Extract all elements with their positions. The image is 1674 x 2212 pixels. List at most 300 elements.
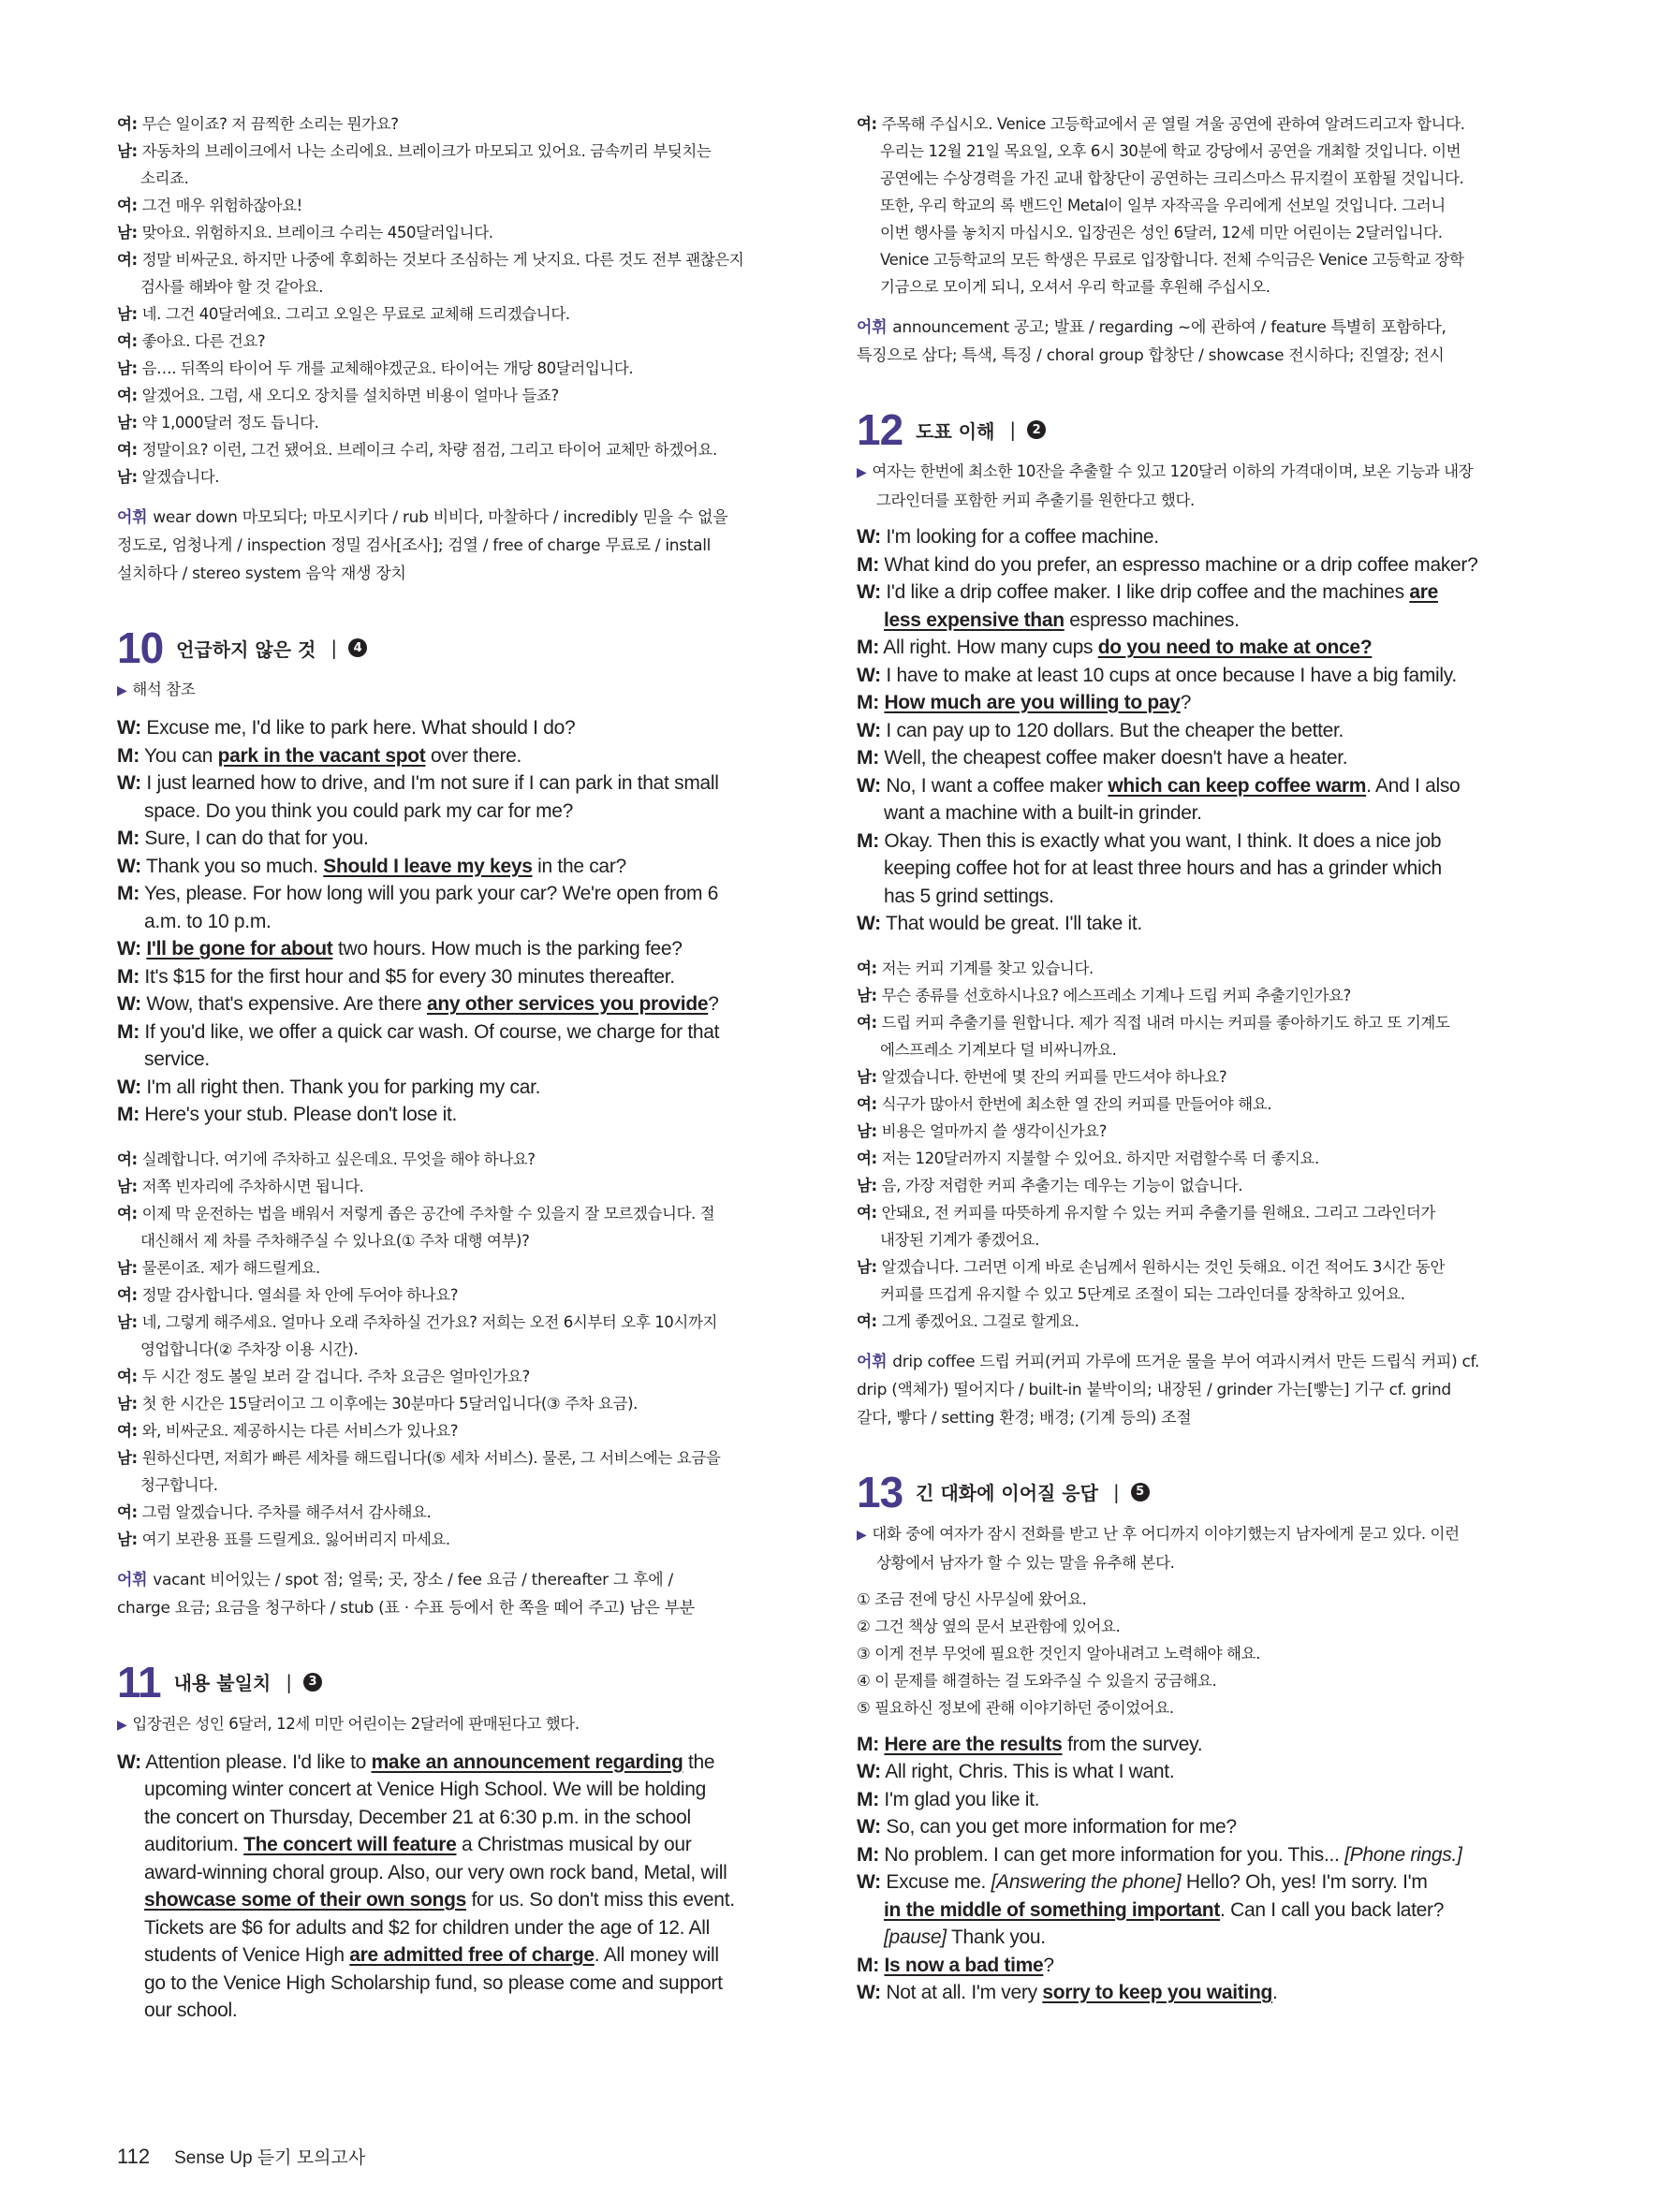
line-text: What kind do you prefer, an espresso machine or a drip coffee maker?: [878, 553, 1478, 576]
script-line: [857, 1731, 1523, 1759]
answer-blank: sorry to keep you waiting: [1042, 1982, 1273, 2003]
line-text: 정말 감사합니다. 열쇠를 차 안에 두어야 하나요?: [137, 1285, 459, 1304]
translation-line: [117, 436, 784, 463]
speaker-label: M:: [857, 1733, 879, 1755]
translation-line: [857, 982, 1523, 1009]
speaker-label: M:: [857, 637, 879, 658]
line-text: 무슨 일이죠? 저 끔찍한 소리는 뭔가요?: [137, 115, 399, 133]
line-text: 맞아요. 위험하지요. 브레이크 수리는 450달러입니다.: [137, 224, 493, 242]
line-text: 무슨 종류를 선호하시나요? 에스프레소 기계나 드립 커피 추출기인가요?: [876, 986, 1351, 1004]
translation-line: [857, 1145, 1523, 1172]
script-line: [117, 1074, 784, 1102]
speaker-label: W:: [117, 938, 141, 960]
translation-line: [117, 1282, 784, 1309]
vocab-line: announcement 공고; 발표 / regarding ~에 관하여 / feature 특별히 포함하다,: [892, 318, 1446, 337]
q10-vocab: [117, 1566, 784, 1622]
answer-badge: 3: [303, 1673, 322, 1692]
answer-blank: are: [1409, 581, 1438, 603]
script-line: [117, 1776, 784, 1804]
speaker-label: W:: [117, 1076, 141, 1098]
translation-line: [857, 1009, 1523, 1036]
q13-hint: [857, 1520, 1523, 1576]
speaker-label: 여:: [117, 1367, 138, 1385]
line-text: Thank you so much.: [140, 855, 324, 877]
vocab-line: 특징으로 삼다; 특색, 특징 / choral group 합창단 / showcase 전시하다; 진열장; 전시: [857, 346, 1445, 365]
speaker-label: 남:: [117, 142, 138, 160]
translation-line: [857, 1118, 1523, 1145]
q9-vocab: [117, 504, 784, 588]
line-text: .: [1272, 1982, 1278, 2003]
script-line: [857, 1897, 1523, 1925]
script-line: [117, 798, 784, 826]
vocab-line: drip coffee 드립 커피(커피 가루에 뜨거운 물을 부어 여과시켜서 만든 드립식 커피) cf.: [892, 1352, 1480, 1371]
script-line: [857, 717, 1523, 745]
translation-line: 영업합니다(② 주차장 이용 시간).: [140, 1340, 359, 1358]
translation-line: [117, 110, 784, 138]
line-text: our school.: [144, 2000, 238, 2021]
separator: |: [330, 637, 338, 659]
answer-badge: 5: [1131, 1483, 1150, 1502]
separator: |: [1112, 1480, 1120, 1503]
choice-item: ⑤ 필요하신 정보에 관해 이야기하던 중이었어요.: [857, 1698, 1174, 1717]
line-text: a.m. to 10 p.m.: [144, 910, 272, 932]
speaker-label: 여:: [117, 441, 138, 459]
q10-korean-translation: [117, 1146, 784, 1553]
vocab-line: 설치하다 / stereo system 음악 재생 장치: [117, 564, 406, 583]
line-text: a Christmas musical by our: [456, 1834, 692, 1855]
speaker-label: W:: [857, 719, 881, 741]
line-text: I'd like a drip coffee maker. I like drip coffee and the machines: [880, 581, 1410, 603]
speaker-label: 여:: [857, 1203, 877, 1222]
translation-line: [117, 1499, 784, 1526]
vocab-label: 어휘: [117, 508, 148, 527]
script-line: [117, 935, 784, 963]
line-text: . And I also: [1366, 774, 1461, 797]
translation-line: [117, 355, 784, 382]
translation-line: [857, 1199, 1523, 1226]
speaker-label: M:: [857, 747, 879, 769]
speaker-label: W:: [117, 993, 141, 1015]
speaker-label: W:: [857, 581, 881, 603]
q13-header: [857, 1464, 1523, 1520]
line-text: 음…. 뒤쪽의 타이어 두 개를 교체해야겠군요. 타이어는 개당 80달러입니다.: [137, 359, 634, 377]
triangle-icon: ▶: [117, 1717, 127, 1733]
line-text: 주목해 주십시오. Venice 고등학교에서 곧 열릴 겨울 공연에 관하여 알려드리고자 합니다.: [876, 115, 1465, 133]
line-text: All right, Chris. This is what I want.: [880, 1761, 1175, 1782]
speaker-label: W:: [117, 855, 141, 877]
line-text: 원하신다면, 저희가 빠른 세차를 해드립니다(⑤ 세차 서비스). 물론, 그 서비스에는 요금을: [137, 1448, 721, 1467]
script-line: [117, 1859, 784, 1887]
script-line: [857, 1979, 1523, 2007]
translation-line: 청구합니다.: [140, 1475, 218, 1494]
translation-line: [857, 1091, 1523, 1118]
script-line: [857, 551, 1523, 579]
speaker-label: 여:: [857, 1013, 877, 1032]
question-number: 12: [857, 405, 903, 454]
answer-blank: are admitted free of charge: [349, 1944, 595, 1966]
speaker-label: 남:: [117, 1177, 138, 1195]
vocab-line: 정도로, 엄청나게 / inspection 정밀 검사[조사]; 검열 / free of charge 무료로 / install: [117, 536, 712, 555]
translation-line: 우리는 12월 21일 목요일, 오후 6시 30분에 학교 강당에서 공연을 개최할 것입니다. 이번: [880, 142, 1461, 160]
question-title: 내용 불일치: [173, 1672, 272, 1694]
speaker-label: W:: [117, 772, 141, 794]
translation-line: [857, 1063, 1523, 1091]
translation-line: 내장된 기계가 좋겠어요.: [880, 1230, 1039, 1249]
translation-line: [117, 1200, 784, 1227]
choice-item: ① 조금 전에 당신 사무실에 왔어요.: [857, 1589, 1087, 1608]
translation-line: 커피를 뜨겁게 유지할 수 있고 5단계로 조절이 되는 그라인더를 장착하고 있어요.: [880, 1284, 1405, 1303]
stage-direction: [pause]: [884, 1926, 947, 1948]
vocab-line: wear down 마모되다; 마모시키다 / rub 비비다, 마찰하다 / incredibly 믿을 수 없을: [153, 508, 728, 527]
speaker-label: W:: [857, 664, 881, 686]
translation-line: [117, 463, 784, 491]
answer-blank: Should I leave my keys: [323, 855, 533, 877]
line-text: All right. How many cups: [878, 637, 1098, 658]
speaker-label: 남:: [857, 986, 877, 1004]
question-title: 도표 이해: [916, 419, 995, 443]
vocab-label: 어휘: [117, 1570, 148, 1589]
line-text: No problem. I can get more information for you. This...: [878, 1843, 1345, 1866]
script-line: [117, 714, 784, 742]
answer-blank: less expensive than: [884, 608, 1065, 631]
translation-line: [117, 192, 784, 219]
choice-item: ③ 이게 전부 무엇에 필요한 것인지 알아내려고 노력해야 해요.: [857, 1644, 1260, 1663]
line-text: service.: [144, 1048, 210, 1070]
line-text: Hello? Oh, yes! I'm sorry. I'm: [1181, 1871, 1428, 1893]
translation-line: [117, 1146, 784, 1173]
script-line: [117, 1970, 784, 1998]
translation-line: [857, 1172, 1523, 1199]
script-line: [857, 634, 1523, 662]
speaker-label: M:: [117, 744, 140, 767]
translation-line: [117, 1309, 784, 1336]
script-line: [117, 1101, 784, 1129]
line-text: 저는 120달러까지 지불할 수 있어요. 하지만 저렴할수록 더 좋지요.: [876, 1149, 1319, 1167]
line-text: Yes, please. For how long will you park your car? We're open from 6: [139, 883, 719, 904]
line-text: award-winning choral group. Also, our very own rock band, Metal, will: [144, 1861, 727, 1883]
script-line: [857, 662, 1523, 690]
speaker-label: 남:: [117, 305, 138, 323]
line-text: 약 1,000달러 정도 듭니다.: [137, 414, 319, 432]
translation-line: 공연에는 수상경력을 가진 교내 합창단이 공연하는 크리스마스 뮤지컬이 포함될 것입니다.: [880, 169, 1464, 187]
vocab-line: vacant 비어있는 / spot 점; 얼룩; 곳, 장소 / fee 요금 / thereafter 그 후에 /: [153, 1570, 673, 1589]
line-text: Sure, I can do that for you.: [139, 828, 369, 849]
vocab-line: charge 요금; 요금을 청구하다 / stub (표 · 수표 등에서 한 쪽을 떼어 주고) 남은 부분: [117, 1598, 695, 1618]
choice-item: ② 그건 책상 옆의 문서 보관함에 있어요.: [857, 1617, 1121, 1635]
answer-blank: Here are the results: [884, 1733, 1063, 1755]
speaker-label: 여:: [857, 1149, 877, 1167]
line-text: for us. So don't miss this event.: [465, 1889, 735, 1911]
line-text: go to the Venice High Scholarship fund, so please come and support: [144, 1971, 723, 1994]
line-text: 첫 한 시간은 15달러이고 그 이후에는 30분마다 5달러입니다(③ 주차 요금).: [137, 1394, 639, 1413]
script-line: [857, 799, 1523, 828]
separator: |: [1009, 418, 1017, 441]
translation-line: [117, 1417, 784, 1444]
speaker-label: 남:: [117, 1530, 138, 1548]
translation-line: [117, 1526, 784, 1553]
translation-line: [857, 110, 1523, 138]
vocab-label: 어휘: [857, 318, 888, 337]
script-line: [117, 1018, 784, 1047]
line-text: You can: [139, 744, 218, 767]
script-line: [117, 963, 784, 991]
script-line: [117, 1914, 784, 1942]
speaker-label: 남:: [117, 468, 138, 486]
line-text: I'm glad you like it.: [878, 1788, 1040, 1810]
line-text: That would be great. I'll take it.: [880, 913, 1142, 934]
script-line: [857, 1841, 1523, 1869]
line-text: I can pay up to 120 dollars. But the cheaper the better.: [880, 719, 1344, 741]
q10-header: [117, 620, 784, 676]
speaker-label: 남:: [117, 1312, 138, 1331]
answer-blank: How much are you willing to pay: [884, 692, 1181, 713]
script-line: [117, 769, 784, 798]
triangle-icon: ▶: [857, 465, 867, 480]
translation-line: [117, 138, 784, 165]
translation-line: [117, 328, 784, 355]
line-text: 네, 그렇게 해주세요. 얼마나 오래 주차하실 건가요? 저희는 오전 6시부터 오후 10시까지: [137, 1312, 718, 1331]
script-line: [857, 1868, 1523, 1897]
line-text: Excuse me.: [880, 1871, 991, 1893]
answer-blank: park in the vacant spot: [217, 744, 426, 767]
triangle-icon: ▶: [857, 1527, 867, 1543]
script-line: [857, 1952, 1523, 1980]
line-text: So, can you get more information for me?: [880, 1816, 1237, 1838]
translation-line: 기금으로 모이게 되니, 오셔서 우리 학교를 후원해 주십시오.: [880, 278, 1270, 296]
speaker-label: 여:: [117, 332, 138, 350]
answer-blank: do you need to make at once?: [1097, 637, 1373, 658]
answer-badge: 4: [348, 638, 367, 657]
q12-header: [857, 402, 1523, 458]
script-line: [857, 1924, 1523, 1952]
q12-vocab: [857, 1348, 1523, 1432]
line-text: 그럼 알겠습니다. 주차를 해주셔서 감사해요.: [137, 1502, 432, 1521]
line-text: 이제 막 운전하는 법을 배워서 저렇게 좁은 공간에 주차할 수 있을지 잘 모르겠습니다. 절: [137, 1204, 715, 1223]
speaker-label: 남:: [857, 1067, 877, 1086]
q12-hint: [857, 458, 1523, 514]
translation-line: 대신해서 제 차를 주차해주실 수 있나요(① 주차 대행 여부)?: [140, 1231, 530, 1250]
answer-blank: which can keep coffee warm: [1108, 774, 1367, 797]
line-text: auditorium.: [144, 1834, 244, 1855]
translation-line: [117, 219, 784, 246]
speaker-label: 남:: [117, 1394, 138, 1413]
line-text: 물론이죠. 제가 해드릴게요.: [137, 1258, 320, 1277]
speaker-label: 여:: [117, 387, 138, 404]
line-text: 두 시간 정도 볼일 보러 갈 겁니다. 주차 요금은 얼마인가요?: [137, 1367, 530, 1385]
speaker-label: W:: [117, 1751, 141, 1773]
translation-line: 이번 행사를 놓치지 마십시오. 입장권은 성인 6달러, 12세 미만 어린이는 2달러입니다.: [880, 224, 1443, 242]
line-text: Attention please. I'd like to: [140, 1751, 372, 1773]
translation-line: [117, 382, 784, 409]
line-text: from the survey.: [1062, 1733, 1203, 1755]
q10-hint: [117, 676, 784, 705]
speaker-label: W:: [857, 1982, 881, 2003]
right-column: [857, 110, 1523, 2007]
line-text: I'm looking for a coffee machine.: [880, 526, 1159, 548]
speaker-label: 남:: [117, 1448, 138, 1467]
line-text: 그게 좋겠어요. 그걸로 할게요.: [876, 1311, 1079, 1330]
script-line: [117, 880, 784, 908]
line-text: has 5 grind settings.: [884, 885, 1054, 907]
translation-line: [117, 1444, 784, 1472]
script-line: [117, 1804, 784, 1832]
q12-korean-translation: [857, 955, 1523, 1335]
line-text: 알겠습니다.: [137, 468, 220, 486]
script-line: [117, 1941, 784, 1970]
line-text: It's $15 for the first hour and $5 for every 30 minutes thereafter.: [139, 965, 675, 988]
answer-blank: I'll be gone for about: [146, 938, 333, 960]
speaker-label: 남:: [117, 224, 138, 242]
line-text: Well, the cheapest coffee maker doesn't have a heater.: [878, 747, 1348, 769]
line-text: students of Venice High: [144, 1944, 350, 1966]
speaker-label: 남:: [857, 1121, 877, 1140]
speaker-label: M:: [117, 828, 140, 849]
script-line: [857, 772, 1523, 800]
line-text: 음, 가장 저렴한 커피 추출기는 데우는 기능이 없습니다.: [876, 1176, 1243, 1194]
question-number: 10: [117, 623, 164, 672]
answer-blank: make an announcement regarding: [371, 1751, 683, 1773]
speaker-label: 남:: [117, 414, 138, 432]
speaker-label: W:: [857, 774, 881, 797]
speaker-label: M:: [857, 829, 879, 852]
triangle-icon: ▶: [117, 683, 127, 698]
speaker-label: W:: [857, 1761, 881, 1782]
line-text: 저는 커피 기계를 찾고 있습니다.: [876, 959, 1094, 977]
question-title: 언급하지 않은 것: [176, 637, 316, 661]
speaker-label: 여:: [117, 1204, 138, 1223]
stage-direction: [Answering the phone]: [991, 1871, 1182, 1893]
hint-text: 해석 참조: [132, 681, 196, 698]
q11-english-monologue: [117, 1749, 784, 2025]
speaker-label: 여:: [117, 1421, 138, 1440]
q11-korean-translation: [857, 110, 1523, 300]
translation-line: Venice 고등학교의 모든 학생은 무료로 입장합니다. 전체 수익금은 Venice 고등학교 장학: [880, 251, 1464, 269]
speaker-label: 여:: [117, 197, 138, 214]
line-text: I just learned how to drive, and I'm not sure if I can park in that small: [140, 772, 719, 794]
script-line: [117, 825, 784, 853]
translation-line: 검사를 해봐야 할 것 같아요.: [140, 278, 324, 296]
speaker-label: 여:: [117, 115, 138, 133]
translation-line: [117, 1390, 784, 1417]
line-text: 비용은 얼마까지 쓸 생각이신가요?: [876, 1121, 1108, 1140]
vocab-label: 어휘: [857, 1352, 888, 1371]
line-text: 여기 보관용 표를 드릴게요. 잃어버리지 마세요.: [137, 1530, 450, 1548]
script-line: [117, 1886, 784, 1914]
line-text: 자동차의 브레이크에서 나는 소리에요. 브레이크가 마모되고 있어요. 금속끼리 부딪치는: [137, 142, 712, 160]
line-text: If you'd like, we offer a quick car wash. Of course, we charge for that: [139, 1020, 720, 1043]
question-number: 13: [857, 1467, 903, 1516]
q12-english-dialogue: [857, 523, 1523, 938]
translation-line: [857, 1253, 1523, 1281]
line-text: . Can I call you back later?: [1220, 1898, 1445, 1921]
vocab-line: 갈다, 빻다 / setting 환경; 배경; (기계 등의) 조절: [857, 1408, 1192, 1428]
line-text: ?: [708, 993, 719, 1015]
line-text: over there.: [425, 744, 522, 767]
script-line: [857, 579, 1523, 607]
speaker-label: M:: [117, 965, 140, 988]
q9-korean-translation: [117, 110, 784, 491]
hint-text: 입장권은 성인 6달러, 12세 미만 어린이는 2달러에 판매된다고 했다.: [132, 1714, 580, 1733]
translation-line: 소리죠.: [140, 169, 189, 187]
vocab-line: drip (액체가) 떨어지다 / built-in 붙박이의; 내장된 / grinder 가는[빻는] 기구 cf. grind: [857, 1380, 1451, 1399]
script-line: [857, 910, 1523, 938]
translation-line: [117, 409, 784, 436]
script-line: [857, 744, 1523, 772]
translation-line: 에스프레소 기계보다 덜 비싸니까요.: [880, 1040, 1117, 1059]
speaker-label: M:: [117, 1020, 140, 1043]
translation-line: [117, 1173, 784, 1200]
line-text: No, I want a coffee maker: [880, 774, 1109, 797]
q13-english-dialogue: [857, 1731, 1523, 2007]
line-text: keeping coffee hot for at least three hours and has a grinder which: [884, 857, 1442, 879]
answer-blank: showcase some of their own songs: [144, 1889, 466, 1911]
line-text: Excuse me, I'd like to park here. What should I do?: [140, 717, 576, 739]
line-text: the concert on Thursday, December 21 at 6:30 p.m. in the school: [144, 1806, 691, 1828]
line-text: 좋아요. 다른 건요?: [137, 332, 266, 350]
script-line: [857, 1758, 1523, 1786]
line-text: I'm all right then. Thank you for parking my car.: [140, 1076, 541, 1098]
script-line: [857, 1786, 1523, 1814]
script-line: [857, 689, 1523, 717]
line-text: space. Do you think you could park my car for me?: [144, 799, 574, 822]
speaker-label: 남:: [117, 359, 138, 377]
speaker-label: M:: [857, 692, 879, 713]
speaker-label: W:: [857, 526, 881, 548]
script-line: [117, 853, 784, 881]
q11-header: [117, 1654, 784, 1710]
q13-choices: [857, 1586, 1523, 1721]
speaker-label: 남:: [117, 1258, 138, 1277]
line-text: 식구가 많아서 한번에 최소한 열 잔의 커피를 만들어야 해요.: [876, 1094, 1272, 1113]
line-text: 실례합니다. 여기에 주차하고 싶은데요. 무엇을 해야 하나요?: [137, 1150, 536, 1168]
line-text: two hours. How much is the parking fee?: [332, 938, 683, 960]
speaker-label: W:: [857, 1816, 881, 1838]
page-number: 112: [117, 2145, 151, 2168]
translation-line: [117, 246, 784, 273]
speaker-label: 여:: [117, 1285, 138, 1304]
separator: |: [286, 1670, 292, 1693]
script-line: [857, 828, 1523, 856]
speaker-label: 여:: [117, 251, 138, 269]
speaker-label: 여:: [857, 959, 877, 977]
hint-text: 그라인더를 포함한 커피 추출기를 원한다고 했다.: [876, 491, 1195, 509]
line-text: 알겠어요. 그럼, 새 오디오 장치를 설치하면 비용이 얼마나 들죠?: [137, 387, 559, 404]
choice-item: ④ 이 문제를 해결하는 걸 도와주실 수 있을지 궁금해요.: [857, 1671, 1217, 1690]
hint-text: 여자는 한번에 최소한 10잔을 추출할 수 있고 120달러 이하의 가격대이며, 보온 기능과 내장: [872, 462, 1474, 480]
answer-blank: any other services you provide: [426, 993, 709, 1015]
line-text: the: [683, 1751, 715, 1773]
q11-vocab: [857, 314, 1523, 370]
script-line: [857, 523, 1523, 551]
speaker-label: 남:: [857, 1257, 877, 1276]
line-text: 저쪽 빈자리에 주차하시면 됩니다.: [137, 1177, 364, 1195]
hint-text: 상황에서 남자가 할 수 있는 말을 유추해 본다.: [876, 1553, 1175, 1572]
translation-line: [857, 955, 1523, 982]
script-line: [117, 990, 784, 1018]
line-text: . All money will: [594, 1944, 719, 1966]
speaker-label: W:: [857, 1871, 881, 1893]
speaker-label: M:: [117, 1104, 140, 1125]
line-text: want a machine with a built-in grinder.: [884, 802, 1202, 824]
translation-line: 또한, 우리 학교의 록 밴드인 Metal이 일부 자작곡을 우리에게 선보일 것입니다. 그러니: [880, 197, 1446, 214]
q10-english-dialogue: [117, 714, 784, 1129]
speaker-label: W:: [117, 717, 141, 739]
speaker-label: M:: [857, 553, 879, 576]
book-title: Sense Up 듣기 모의고사: [174, 2148, 366, 2168]
speaker-label: 여:: [857, 1094, 877, 1113]
answer-badge: 2: [1027, 420, 1046, 439]
line-text: 정말 비싸군요. 하지만 나중에 후회하는 것보다 조심하는 게 낫지요. 다른 것도 전부 괜찮은지: [137, 251, 744, 269]
